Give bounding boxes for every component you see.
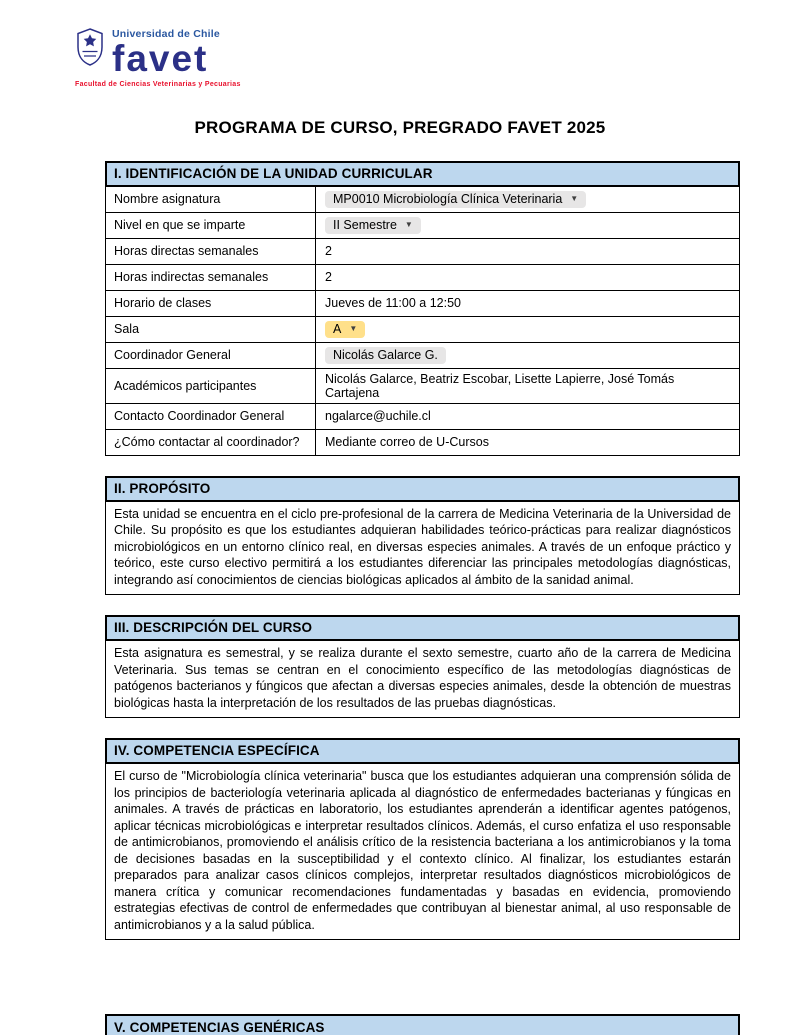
- horas-directas-value: 2: [325, 244, 332, 259]
- row-label: Horas directas semanales: [106, 239, 316, 264]
- section-header-descripcion: III. DESCRIPCIÓN DEL CURSO: [105, 615, 740, 641]
- section-body-text: Esta asignatura es semestral, y se realiza durante el sexto semestre, cuarto año de la carrera de Medicina Veterinaria. Sus temas se centran en el conocimiento específico de las metodologías diagnósticas de patógenos bacterianos y fúngicos que afectan a diversas especies animales, desde la obtención de muestras biológicas hasta la interpretación de los resultados de las pruebas diagnósticas.: [105, 641, 740, 718]
- faculty-name: Facultad de Ciencias Veterinarias y Pecuarias: [75, 80, 241, 88]
- table-row: [106, 238, 739, 264]
- horario-value: Jueves de 11:00 a 12:50: [325, 296, 461, 311]
- row-label: Sala: [106, 317, 316, 342]
- section-header-competencia: IV. COMPETENCIA ESPECÍFICA: [105, 738, 740, 764]
- row-label: Contacto Coordinador General: [106, 404, 316, 429]
- nombre-asignatura-dropdown[interactable]: [325, 191, 586, 208]
- section-competencia-especifica: [105, 738, 740, 940]
- dropdown-value: MP0010 Microbiología Clínica Veterinaria: [333, 191, 563, 206]
- row-label: ¿Cómo contactar al coordinador?: [106, 430, 316, 455]
- como-contactar-value: Mediante correo de U-Cursos: [325, 435, 489, 450]
- section-body-text: Esta unidad se encuentra en el ciclo pre-profesional de la carrera de Medicina Veterinaria de la Universidad de Chile. Su propósito es que los estudiantes adquieran habilidades teórico-prácticas para realizar diagnósticos microbiológicos en un entorno clínico real, en diversas especies animales. A través de un enfoque práctico y teórico, este curso electivo permitirá a los estudiantes diferenciar las principales metodologías diagnósticas, integrando así conocimientos de ciencias biológicas aplicados al ámbito de la sanidad animal.: [105, 502, 740, 596]
- table-row: [106, 187, 739, 212]
- nivel-dropdown[interactable]: [325, 217, 421, 234]
- section-descripcion: [105, 615, 740, 718]
- row-label: Académicos participantes: [106, 369, 316, 403]
- table-row: [106, 429, 739, 455]
- dropdown-arrow-icon: ▼: [349, 323, 358, 333]
- universidad-de-chile-crest-icon: [75, 26, 105, 73]
- row-label: Horas indirectas semanales: [106, 265, 316, 290]
- horas-indirectas-value: 2: [325, 270, 332, 285]
- dropdown-arrow-icon: ▼: [570, 193, 579, 203]
- dropdown-value: A: [333, 321, 342, 336]
- identification-table: [105, 187, 740, 456]
- university-name: Universidad de Chile: [112, 28, 220, 40]
- coordinador-field[interactable]: [325, 347, 446, 364]
- section-proposito: [105, 476, 740, 596]
- row-label: Nombre asignatura: [106, 187, 316, 212]
- section-header-proposito: II. PROPÓSITO: [105, 476, 740, 502]
- favet-wordmark: favet: [112, 38, 209, 79]
- dropdown-value: II Semestre: [333, 217, 397, 232]
- table-row: [106, 368, 739, 403]
- section-body-text: El curso de "Microbiología clínica veterinaria" busca que los estudiantes adquieran una comprensión sólida de los principios de bacteriología veterinaria aplicada al diagnóstico de enfermedades bacterianas y fúngicas en animales. A través de prácticas en laboratorio, los estudiantes aprenderán a identificar agentes patógenos, aplicar técnicas microbiológicas e interpretar resultados clínicos. Además, el curso enfatiza el uso responsable de antimicrobianos, promoviendo el análisis crítico de la resistencia bacteriana a los antimicrobianos y la toma de decisiones basadas en la susceptibilidad y el contexto clínico. Al finalizar, los estudiantes estarán preparados para analizar casos clínicos complejos, interpretar resultados diagnósticos microbiológicos de manera crítica y comunicar recomendaciones fundamentadas y basadas en evidencia, promoviendo estrategias efectivas de control de enfermedades que contribuyan al bienestar animal, al uso responsable de antimicrobianos y a la salud pública.: [105, 764, 740, 940]
- chip-value: Nicolás Galarce G.: [333, 347, 438, 362]
- row-label: Horario de clases: [106, 291, 316, 316]
- academicos-value: Nicolás Galarce, Beatriz Escobar, Lisette Lapierre, José Tomás Cartajena: [325, 371, 675, 400]
- section-header-next-partial: V. COMPETENCIAS GENÉRICAS: [105, 1014, 740, 1035]
- table-row: [106, 264, 739, 290]
- table-row: [106, 290, 739, 316]
- section-identificacion: [105, 161, 740, 456]
- table-row: [106, 403, 739, 429]
- row-label: Coordinador General: [106, 343, 316, 368]
- table-row: [106, 342, 739, 368]
- table-row: [106, 316, 739, 342]
- dropdown-arrow-icon: ▼: [404, 219, 413, 229]
- table-row: [106, 212, 739, 238]
- row-label: Nivel en que se imparte: [106, 213, 316, 238]
- contacto-email-value: ngalarce@uchile.cl: [325, 409, 431, 424]
- sala-dropdown[interactable]: [325, 321, 365, 338]
- section-header-identificacion: I. IDENTIFICACIÓN DE LA UNIDAD CURRICULAR: [105, 161, 740, 187]
- favet-logo: [75, 26, 335, 88]
- page-title: PROGRAMA DE CURSO, PREGRADO FAVET 2025: [194, 117, 606, 137]
